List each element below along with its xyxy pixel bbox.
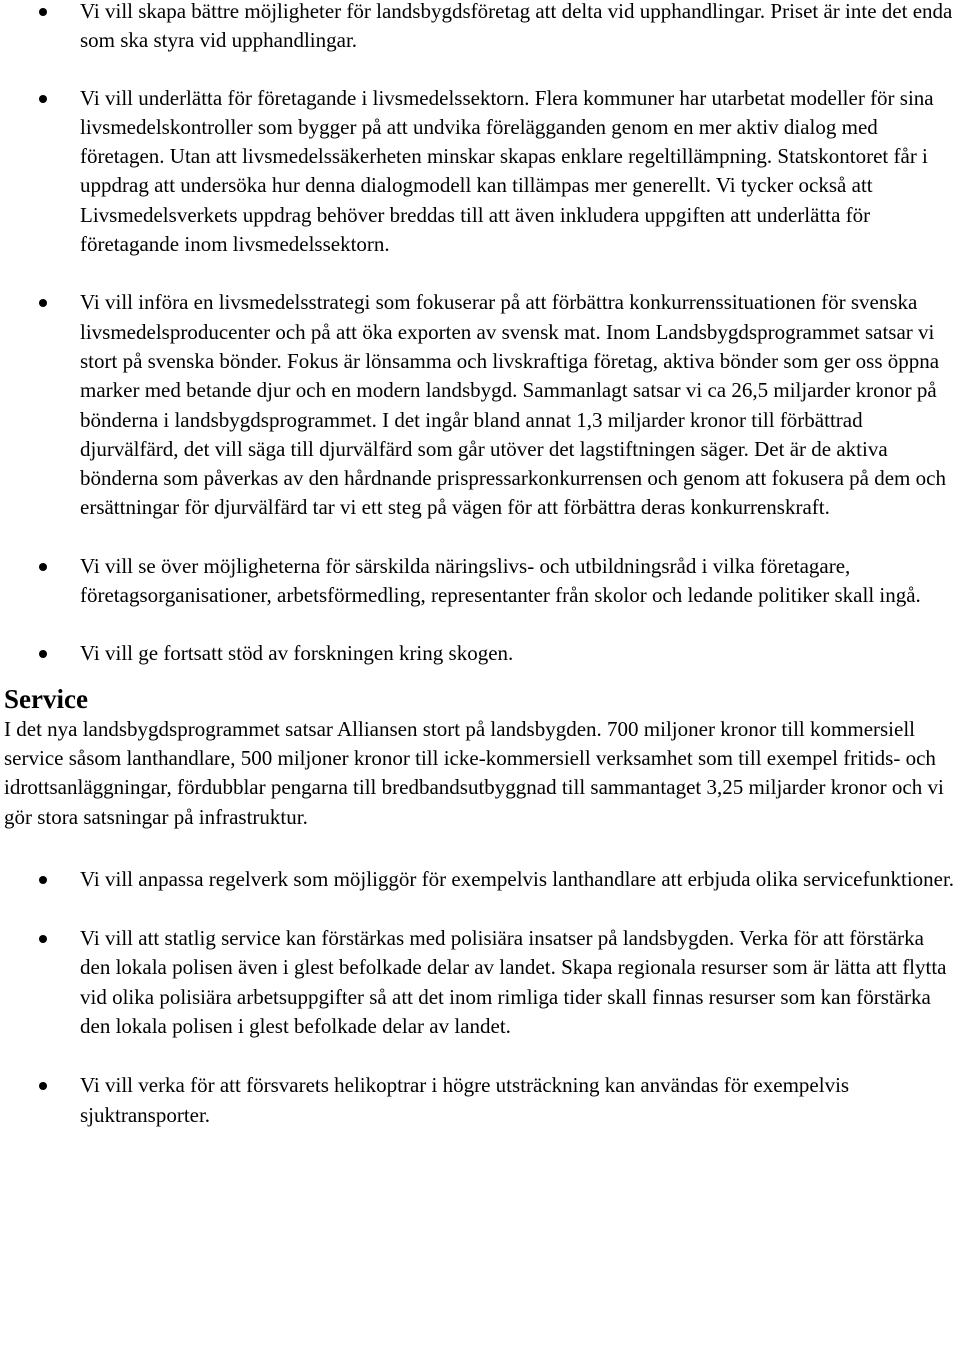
list-item — [0, 924, 960, 1041]
list-item-text: Vi vill se över möjligheterna för särskilda näringslivs- och utbildningsråd i vilka företagare, företagsorganisationer, arbetsförmedling, representanter från skolor och ledande politiker skall ingå. — [80, 553, 921, 608]
bullet-icon — [39, 876, 47, 884]
list-item — [0, 84, 960, 260]
list-item — [0, 0, 960, 56]
bullet-icon — [39, 650, 47, 658]
bullet-icon — [39, 935, 47, 943]
bullet-icon — [39, 299, 47, 307]
list-item-text: Vi vill underlätta för företagande i livsmedelssektorn. Flera kommuner har utarbetat modeller för sina livsmedelskontroller som bygger på att undvika förelägganden genom en mer aktiv dialog med företagen. Utan att livsmedelssäkerheten minskar skapas enklare regeltillämpning. Statskontoret får i uppdrag att undersöka hur denna dialogmodell kan tillämpas mer generellt. Vi tycker också att Livsmedelsverkets uppdrag behöver breddas till att även inkludera uppgiften att underlätta för företagande inom livsmedelssektorn. — [80, 85, 934, 257]
list-item — [0, 288, 960, 522]
bullet-icon — [39, 563, 47, 571]
bullet-list-service — [0, 865, 960, 1130]
list-item — [0, 552, 960, 611]
bullet-icon — [39, 95, 47, 103]
list-item-text: Vi vill verka för att försvarets helikoptrar i högre utsträckning kan användas för exempelvis sjuktransporter. — [80, 1073, 850, 1127]
list-item — [0, 639, 960, 668]
list-item-text: Vi vill införa en livsmedelsstrategi som fokuserar på att förbättra konkurrenssituationen för svenska livsmedelsproducenter och på att öka exporten av svensk mat. Inom Landsbygdsprogrammet satsar vi stort på svenska bönder. Fokus är lönsamma och livskraftiga företag, aktiva bönder som ger oss öppna marker med betande djur och en modern landsbygd. Sammanlagt satsar vi ca 26,5 miljarder kronor på bönderna i landsbygdsprogrammet. I det ingår bland annat 1,3 miljarder kronor till förbättrad djurvälfärd, det vill säga till djurvälfärd som går utöver det lagstiftningen säger. Det är de aktiva bönderna som påverkas av den hårdnande prispressarkonkurrensen och genom att fokusera på dem och ersättningar för djurvälfärd tar vi ett steg på vägen för att förbättra deras konkurrenskraft. — [80, 290, 946, 520]
list-item — [0, 1071, 960, 1130]
list-item — [0, 865, 960, 894]
list-item-text: Vi vill anpassa regelverk som möjliggör för exempelvis lanthandlare att erbjuda olika servicefunktioner. — [80, 866, 955, 891]
list-item-text: Vi vill skapa bättre möjligheter för landsbygdsföretag att delta vid upphandlingar. Priset är inte det enda som ska styra vid upphandlingar. — [80, 0, 953, 53]
list-item-text: Vi vill ge fortsatt stöd av forskningen kring skogen. — [80, 641, 514, 666]
section-heading: Service — [4, 683, 88, 714]
bullet-icon — [39, 1082, 47, 1090]
bullet-icon — [39, 8, 47, 16]
bullet-list-top — [0, 0, 960, 669]
list-item-text: Vi vill att statlig service kan förstärkas med polisiära insatser på landsbygden. Verka för att förstärka den lokala polisen även i glest befolkade delar av landet. Skapa regionala resurser som är lätta att flytta vid olika polisiära arbetsuppgifter så att det inom rimliga tider skall finnas resurser som kan förstärka den lokala polisen i glest befolkade delar av landet. — [80, 926, 947, 1039]
section-paragraph: I det nya landsbygdsprogrammet satsar Alliansen stort på landsbygden. 700 miljoner kronor till kommersiell service såsom lanthandlare, 500 miljoner kronor till icke-kommersiell verksamhet som till exempel fritids- och idrottsanläggningar, fördubblar pengarna till bredbandsutbyggnad till sammantaget 3,25 miljarder kronor och vi gör stora satsningar på infrastruktur. — [4, 716, 944, 829]
